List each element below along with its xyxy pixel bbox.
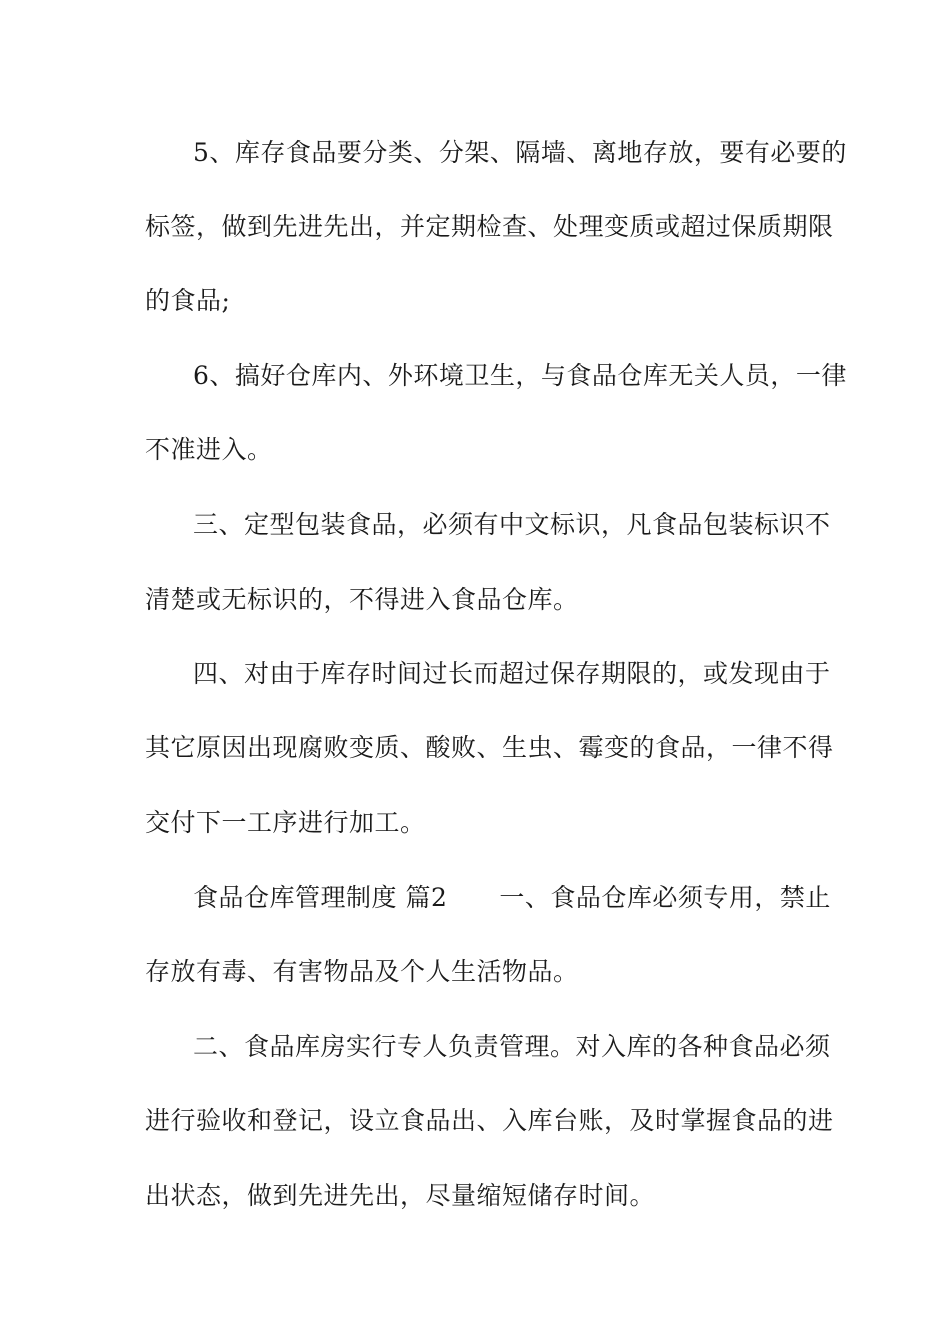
section-heading-line [193, 883, 831, 913]
paragraph-line: 四、对由于库存时间过长而超过保存期限的，或发现由于 [193, 659, 831, 688]
paragraph-line: 三、定型包装食品，必须有中文标识，凡食品包装标识不 [193, 510, 831, 539]
paragraph-line: 的食品; [145, 286, 231, 315]
paragraph-line: 6、搞好仓库内、外环境卫生，与食品仓库无关人员，一律 [193, 361, 847, 390]
paragraph-line: 标签，做到先进先出，并定期检查、处理变质或超过保质期限 [145, 212, 834, 241]
paragraph-line: 出状态，做到先进先出，尽量缩短储存时间。 [145, 1181, 656, 1210]
section-heading: 食品仓库管理制度 篇2 [193, 883, 448, 912]
paragraph-line: 进行验收和登记，设立食品出、入库台账，及时掌握食品的进 [145, 1106, 834, 1135]
paragraph-line: 5、库存食品要分类、分架、隔墙、离地存放，要有必要的 [193, 138, 847, 167]
paragraph-line: 二、食品库房实行专人负责管理。对入库的各种食品必须 [193, 1032, 831, 1061]
paragraph-line: 存放有毒、有害物品及个人生活物品。 [145, 957, 579, 986]
paragraph-line: 清楚或无标识的，不得进入食品仓库。 [145, 585, 579, 614]
paragraph-line: 其它原因出现腐败变质、酸败、生虫、霉变的食品，一律不得 [145, 733, 834, 762]
paragraph-text: 一、食品仓库必须专用，禁止 [499, 883, 831, 912]
paragraph-line: 不准进入。 [145, 435, 273, 464]
paragraph-line: 交付下一工序进行加工。 [145, 808, 426, 837]
